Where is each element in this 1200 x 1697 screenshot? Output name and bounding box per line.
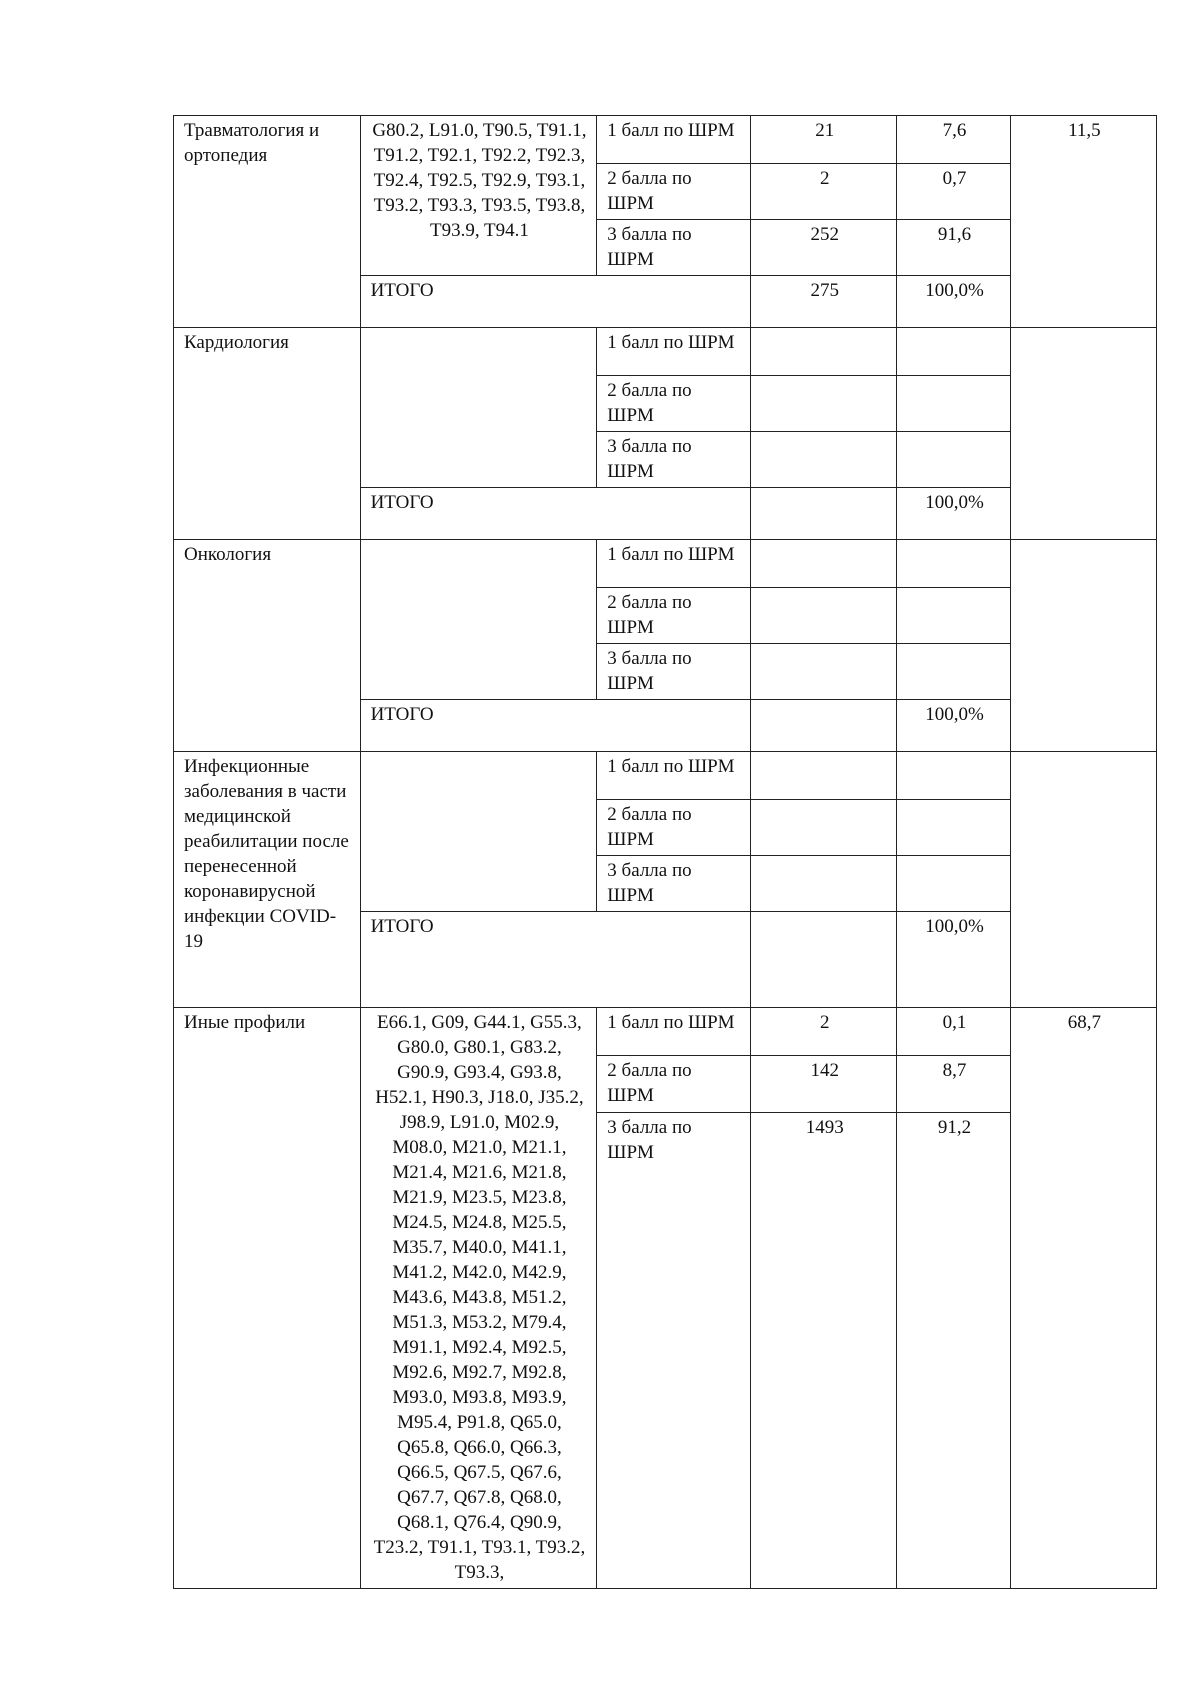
patient-count bbox=[751, 376, 897, 432]
grade-label: 1 балл по ШРМ bbox=[597, 752, 751, 800]
table-row bbox=[174, 1008, 1157, 1056]
diagnosis-codes: E66.1, G09, G44.1, G55.3, G80.0, G80.1, G83.2, G90.9, G93.4, G93.8, H52.1, H90.3, J18.0, J35.2, J98.9, L91.0, M02.9, M08.0, M21.0, M21.1, M21.4, M21.6, M21.8, M21.9, M23.5, M23.8, M24.5, M24.8, M25.5, M35.7, M40.0, M41.1, M41.2, M42.0, M42.9, M43.6, M43.8, M51.2, M51.3, M53.2, M79.4, M91.1, M92.4, M92.5, M92.6, M92.7, M92.8, M93.0, M93.8, M93.9, M95.4, P91.8, Q65.0, Q65.8, Q66.0, Q66.3, Q66.5, Q67.5, Q67.6, Q67.7, Q67.8, Q68.0, Q68.1, Q76.4, Q90.9, T23.2, T91.1, T93.1, T93.2, T93.3, bbox=[360, 1008, 597, 1589]
table-row bbox=[174, 540, 1157, 588]
grade-label: 2 балла по ШРМ bbox=[597, 164, 751, 220]
profile-share: 11,5 bbox=[1010, 116, 1156, 328]
profile-name: Кардиология bbox=[174, 328, 361, 540]
table-row bbox=[174, 116, 1157, 164]
diagnosis-codes bbox=[360, 540, 597, 700]
percent-value bbox=[897, 376, 1010, 432]
percent-value bbox=[897, 800, 1010, 856]
percent-value: 0,1 bbox=[897, 1008, 1010, 1056]
grade-label: 1 балл по ШРМ bbox=[597, 328, 751, 376]
percent-value bbox=[897, 432, 1010, 488]
profile-share: 68,7 bbox=[1010, 1008, 1156, 1589]
total-label: ИТОГО bbox=[360, 276, 751, 328]
grade-label: 1 балл по ШРМ bbox=[597, 540, 751, 588]
total-percent: 100,0% bbox=[897, 912, 1010, 1008]
patient-count bbox=[751, 752, 897, 800]
grade-label: 3 балла по ШРМ bbox=[597, 220, 751, 276]
patient-count: 1493 bbox=[751, 1112, 897, 1588]
diagnosis-codes bbox=[360, 752, 597, 912]
percent-value bbox=[897, 588, 1010, 644]
grade-label: 2 балла по ШРМ bbox=[597, 588, 751, 644]
percent-value bbox=[897, 644, 1010, 700]
percent-value bbox=[897, 856, 1010, 912]
grade-label: 3 балла по ШРМ bbox=[597, 1112, 751, 1588]
percent-value: 8,7 bbox=[897, 1056, 1010, 1112]
total-label: ИТОГО bbox=[360, 488, 751, 540]
grade-label: 2 балла по ШРМ bbox=[597, 1056, 751, 1112]
profile-share bbox=[1010, 328, 1156, 540]
table-row bbox=[174, 752, 1157, 800]
grade-label: 2 балла по ШРМ bbox=[597, 800, 751, 856]
total-percent: 100,0% bbox=[897, 700, 1010, 752]
grade-label: 1 балл по ШРМ bbox=[597, 116, 751, 164]
patient-count bbox=[751, 856, 897, 912]
total-label: ИТОГО bbox=[360, 700, 751, 752]
percent-value: 91,6 bbox=[897, 220, 1010, 276]
total-label: ИТОГО bbox=[360, 912, 751, 1008]
patient-count: 2 bbox=[751, 1008, 897, 1056]
patient-count bbox=[751, 328, 897, 376]
patient-count: 2 bbox=[751, 164, 897, 220]
rehabilitation-profile-table bbox=[173, 115, 1157, 1589]
table-row bbox=[174, 328, 1157, 376]
total-percent: 100,0% bbox=[897, 276, 1010, 328]
grade-label: 3 балла по ШРМ bbox=[597, 432, 751, 488]
patient-count: 142 bbox=[751, 1056, 897, 1112]
patient-count bbox=[751, 588, 897, 644]
diagnosis-codes bbox=[360, 328, 597, 488]
patient-count bbox=[751, 540, 897, 588]
grade-label: 3 балла по ШРМ bbox=[597, 644, 751, 700]
profile-name: Инфекционные заболевания в части медицинской реабилитации после перенесенной коронавирусной инфекции COVID-19 bbox=[174, 752, 361, 1008]
grade-label: 1 балл по ШРМ bbox=[597, 1008, 751, 1056]
profile-name: Иные профили bbox=[174, 1008, 361, 1589]
diagnosis-codes: G80.2, L91.0, T90.5, T91.1, T91.2, T92.1, T92.2, T92.3, T92.4, T92.5, T92.9, T93.1, T93.2, T93.3, T93.5, T93.8, T93.9, T94.1 bbox=[360, 116, 597, 276]
patient-count bbox=[751, 432, 897, 488]
percent-value bbox=[897, 752, 1010, 800]
total-count bbox=[751, 912, 897, 1008]
percent-value bbox=[897, 328, 1010, 376]
patient-count bbox=[751, 644, 897, 700]
patient-count: 21 bbox=[751, 116, 897, 164]
total-percent: 100,0% bbox=[897, 488, 1010, 540]
grade-label: 2 балла по ШРМ bbox=[597, 376, 751, 432]
patient-count bbox=[751, 800, 897, 856]
percent-value: 7,6 bbox=[897, 116, 1010, 164]
profile-share bbox=[1010, 752, 1156, 1008]
percent-value: 91,2 bbox=[897, 1112, 1010, 1588]
total-count bbox=[751, 700, 897, 752]
profile-name: Онкология bbox=[174, 540, 361, 752]
total-count: 275 bbox=[751, 276, 897, 328]
patient-count: 252 bbox=[751, 220, 897, 276]
profile-share bbox=[1010, 540, 1156, 752]
profile-name: Травматология и ортопедия bbox=[174, 116, 361, 328]
percent-value bbox=[897, 540, 1010, 588]
grade-label: 3 балла по ШРМ bbox=[597, 856, 751, 912]
total-count bbox=[751, 488, 897, 540]
percent-value: 0,7 bbox=[897, 164, 1010, 220]
